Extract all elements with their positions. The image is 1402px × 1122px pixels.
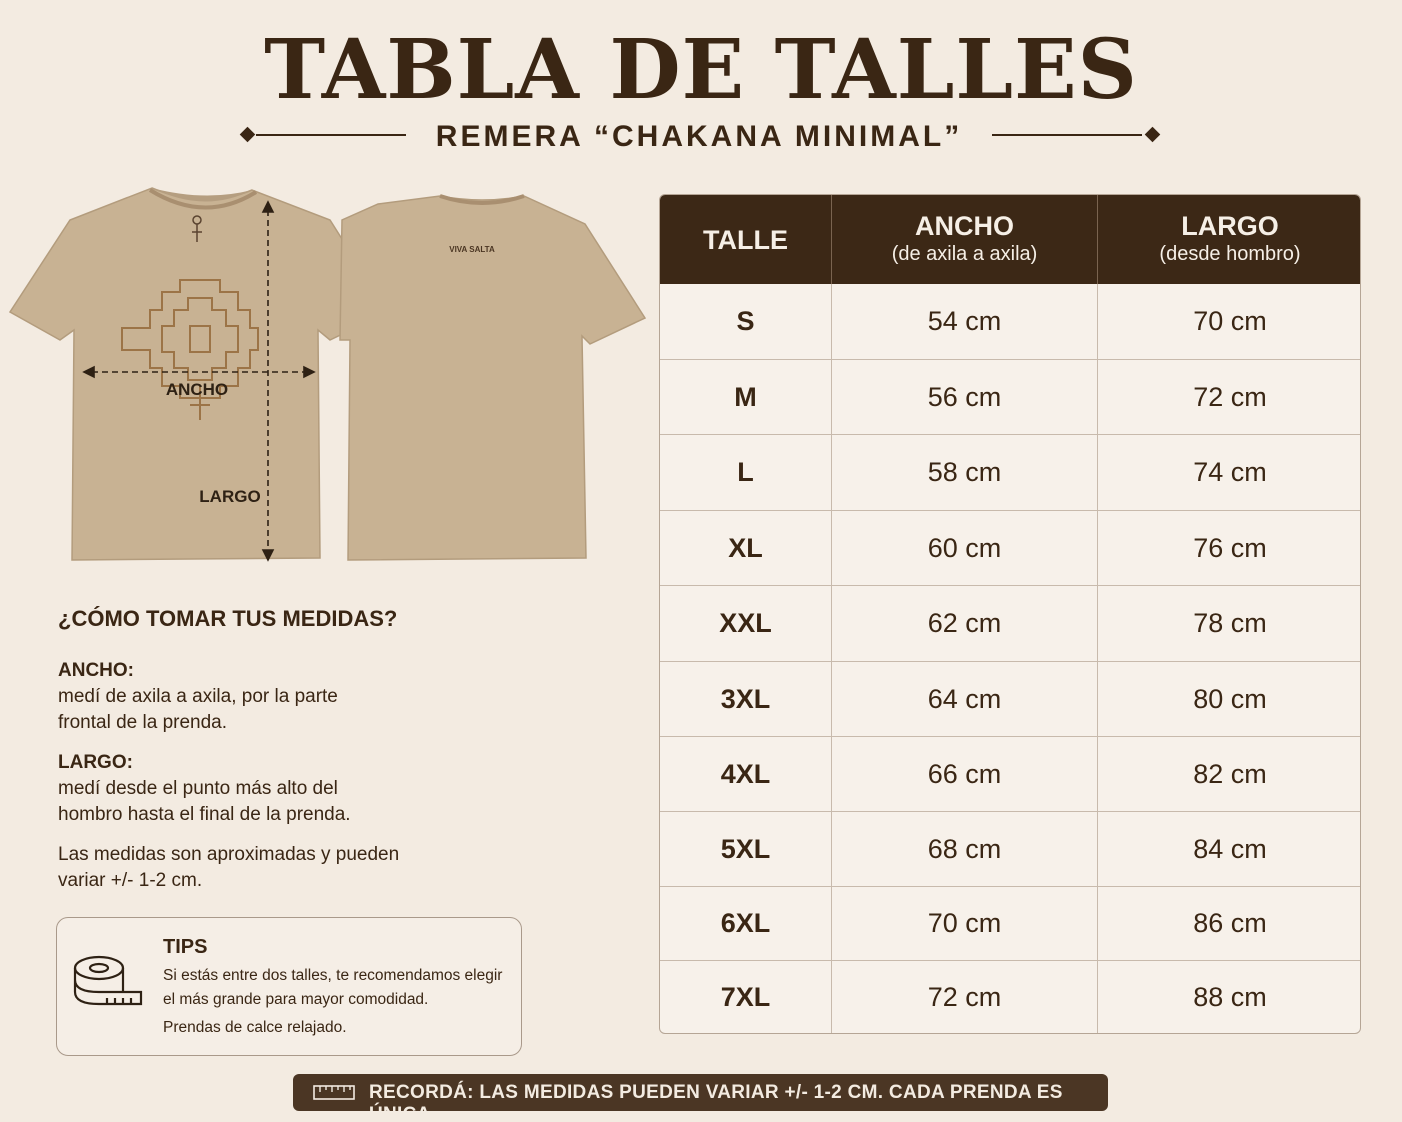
size-cell: 4XL	[720, 758, 771, 789]
diamond-ornament-left	[240, 127, 256, 143]
ancho-instruction	[58, 658, 528, 736]
instructions-title: ¿CÓMO TOMAR TUS MEDIDAS?	[58, 606, 398, 631]
ancho-cell: 56 cm	[831, 360, 1097, 434]
ancho-cell: 58 cm	[831, 435, 1097, 510]
size-cell: L	[737, 457, 754, 487]
size-cell: 6XL	[720, 908, 771, 938]
largo-cell: 88 cm	[1097, 961, 1361, 1034]
table-row	[660, 811, 1360, 886]
measuring-instructions	[58, 606, 528, 894]
table-row	[660, 736, 1360, 811]
largo-cell: 78 cm	[1097, 586, 1361, 661]
largo-cell: 84 cm	[1097, 812, 1361, 886]
largo-instruction	[58, 750, 528, 828]
largo-text: medí desde el punto más alto del hombro hasta el final de la prenda.	[58, 778, 351, 825]
tips-note: Prendas de calce relajado.	[163, 1019, 347, 1036]
ruler-icon	[313, 1085, 355, 1100]
largo-cell: 74 cm	[1097, 435, 1361, 510]
largo-heading: LARGO:	[58, 752, 133, 773]
tips-title: TIPS	[163, 936, 208, 958]
header-talle: TALLE	[703, 225, 788, 255]
ancho-text: medí de axila a axila, por la parte frontal de la prenda.	[58, 686, 338, 733]
tips-text: Si estás entre dos talles, te recomendamos elegir el más grande para mayor comodidad.	[163, 967, 503, 1008]
page-subtitle: REMERA “CHAKANA MINIMAL”	[435, 120, 963, 153]
ancho-label: ANCHO	[165, 380, 229, 399]
subtitle-row	[0, 118, 1402, 158]
shirt-front	[10, 188, 388, 560]
table-row	[660, 284, 1360, 359]
divider-line-left	[256, 134, 406, 136]
size-cell: 5XL	[720, 833, 771, 864]
ancho-cell: 60 cm	[831, 511, 1097, 585]
tips-box	[56, 917, 522, 1056]
shirt-back	[340, 196, 645, 560]
back-brand-text: VIVA SALTA	[449, 245, 495, 254]
table-row	[660, 886, 1360, 960]
banner-text: RECORDÁ: LAS MEDIDAS PUEDEN VARIAR +/- 1-2 CM. CADA PRENDA ES ÚNICA.	[369, 1082, 1063, 1122]
page-title: TABLA DE TALLES	[264, 22, 1138, 118]
ancho-cell: 62 cm	[831, 586, 1097, 661]
reminder-banner	[293, 1074, 1108, 1122]
table-header	[660, 195, 1360, 284]
measuring-tape-icon	[71, 952, 147, 1012]
shirts-illustration	[0, 180, 660, 580]
table-row	[660, 434, 1360, 510]
size-cell: 3XL	[720, 683, 771, 714]
ancho-cell: 66 cm	[831, 737, 1097, 811]
size-cell: XXL	[719, 608, 772, 638]
table-row	[660, 585, 1360, 661]
ancho-cell: 68 cm	[831, 812, 1097, 886]
divider-line-right	[992, 134, 1142, 136]
size-cell: M	[734, 381, 757, 412]
table-row	[660, 960, 1360, 1034]
size-cell: S	[736, 306, 755, 336]
largo-cell: 76 cm	[1097, 511, 1361, 585]
header-largo: LARGO (desde hombro)	[1097, 195, 1361, 284]
largo-cell: 80 cm	[1097, 662, 1361, 736]
header-ancho: ANCHO (de axila a axila)	[831, 195, 1097, 284]
ancho-cell: 64 cm	[831, 662, 1097, 736]
ancho-heading: ANCHO:	[58, 660, 134, 681]
size-table	[659, 194, 1361, 1034]
size-cell: 7XL	[720, 982, 771, 1012]
table-row	[660, 359, 1360, 434]
measurement-note: Las medidas son aproximadas y pueden variar +/- 1-2 cm.	[58, 844, 400, 891]
table-row	[660, 510, 1360, 585]
largo-cell: 70 cm	[1097, 284, 1361, 359]
size-cell: XL	[728, 532, 763, 563]
largo-cell: 82 cm	[1097, 737, 1361, 811]
table-row	[660, 661, 1360, 736]
ancho-cell: 70 cm	[831, 887, 1097, 960]
largo-cell: 86 cm	[1097, 887, 1361, 960]
largo-label: LARGO	[199, 487, 261, 506]
ancho-cell: 72 cm	[831, 961, 1097, 1034]
largo-cell: 72 cm	[1097, 360, 1361, 434]
diamond-ornament-right	[1145, 127, 1161, 143]
ancho-cell: 54 cm	[831, 284, 1097, 359]
